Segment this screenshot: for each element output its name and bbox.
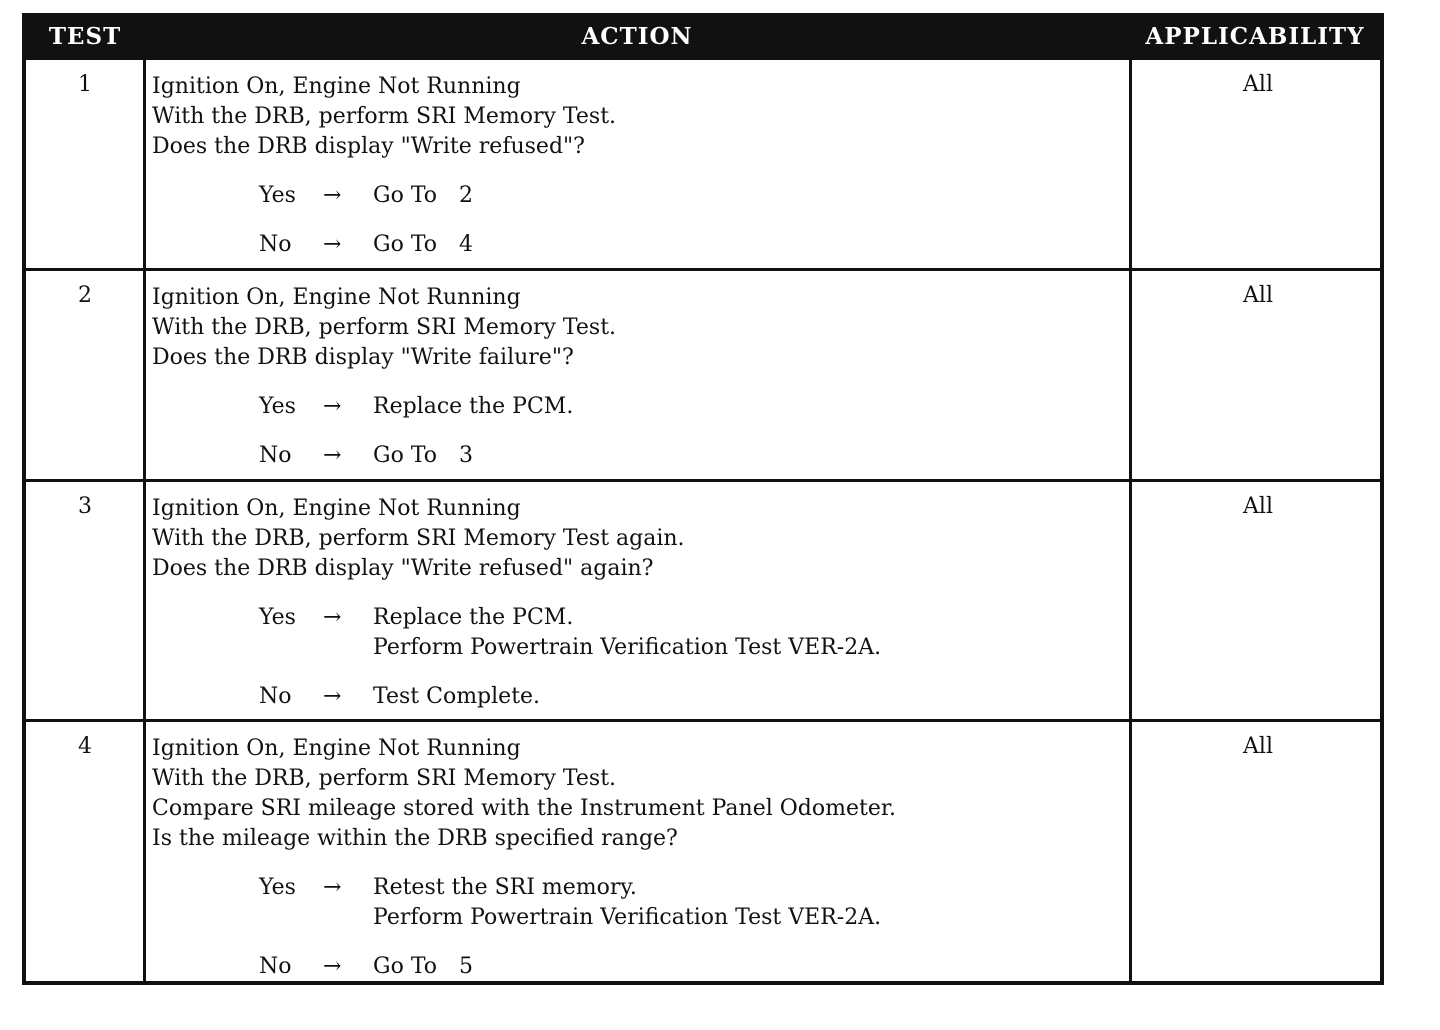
answer-label: Yes — [259, 183, 296, 208]
action-line: Ignition On, Engine Not Running — [152, 285, 521, 310]
action-cell — [152, 72, 1112, 260]
table-row — [26, 268, 1380, 479]
header-applicability: APPLICABILITY — [1145, 23, 1365, 50]
answer-label: No — [259, 954, 292, 979]
applicability-cell: All — [1243, 283, 1273, 308]
outcome-no — [152, 441, 1112, 471]
action-line: Ignition On, Engine Not Running — [152, 736, 521, 761]
answer-label: No — [259, 684, 292, 709]
action-line: Does the DRB display "Write refused"? — [152, 134, 585, 159]
outcome-yes — [152, 392, 1112, 422]
result-line: Retest the SRI memory. — [373, 875, 637, 900]
action-line: Ignition On, Engine Not Running — [152, 496, 521, 521]
outcome-no — [152, 682, 1112, 712]
result-line: Go To 3 — [373, 443, 474, 468]
applicability-cell: All — [1243, 72, 1273, 97]
diagnostic-table — [22, 13, 1384, 985]
applicability-cell: All — [1243, 494, 1273, 519]
header-action: ACTION — [581, 23, 693, 50]
test-number: 4 — [78, 734, 92, 759]
action-line: With the DRB, perform SRI Memory Test again. — [152, 526, 685, 551]
test-number: 1 — [78, 72, 92, 97]
test-number: 3 — [78, 494, 92, 519]
outcome-yes — [152, 873, 1112, 933]
answer-label: No — [259, 232, 292, 257]
action-line: With the DRB, perform SRI Memory Test. — [152, 766, 617, 791]
result-line: Test Complete. — [373, 684, 541, 709]
result-line: Replace the PCM. — [373, 605, 574, 630]
answer-label: Yes — [259, 394, 296, 419]
action-cell — [152, 283, 1112, 471]
outcome-no — [152, 230, 1112, 260]
result-text — [373, 873, 881, 933]
result-line: Perform Powertrain Verification Test VER-2A. — [373, 905, 882, 930]
result-text — [373, 441, 473, 471]
answer-label: Yes — [259, 875, 296, 900]
result-line: Replace the PCM. — [373, 394, 574, 419]
arrow-right-icon: → — [323, 443, 342, 468]
action-line: Compare SRI mileage stored with the Instrument Panel Odometer. — [152, 796, 896, 821]
action-line: Does the DRB display "Write refused" again? — [152, 556, 654, 581]
action-cell — [152, 734, 1112, 982]
arrow-right-icon: → — [323, 183, 342, 208]
action-line: Ignition On, Engine Not Running — [152, 74, 521, 99]
goto-number: 2 — [459, 183, 474, 208]
arrow-right-icon: → — [323, 605, 342, 630]
result-line: Go To 2 — [373, 183, 474, 208]
table-header — [26, 17, 1380, 57]
answer-label: No — [259, 443, 292, 468]
goto-number: 4 — [459, 232, 474, 257]
table-row — [26, 479, 1380, 719]
outcome-yes — [152, 603, 1112, 663]
result-text — [373, 392, 573, 422]
arrow-right-icon: → — [323, 394, 342, 419]
arrow-right-icon: → — [323, 232, 342, 257]
outcome-yes — [152, 181, 1112, 211]
action-line: Does the DRB display "Write failure"? — [152, 345, 574, 370]
result-text — [373, 181, 473, 211]
result-text — [373, 230, 473, 260]
table-row — [26, 719, 1380, 985]
arrow-right-icon: → — [323, 875, 342, 900]
header-test: TEST — [48, 23, 122, 50]
result-line: Go To 4 — [373, 232, 474, 257]
test-number: 2 — [78, 283, 92, 308]
arrow-right-icon: → — [323, 954, 342, 979]
answer-label: Yes — [259, 605, 296, 630]
action-line: With the DRB, perform SRI Memory Test. — [152, 315, 617, 340]
goto-number: 3 — [459, 443, 474, 468]
action-line: Is the mileage within the DRB specified range? — [152, 826, 678, 851]
outcome-no — [152, 952, 1112, 982]
table-row — [26, 57, 1380, 268]
action-line: With the DRB, perform SRI Memory Test. — [152, 104, 617, 129]
arrow-right-icon: → — [323, 684, 342, 709]
result-text — [373, 603, 881, 663]
result-line: Go To 5 — [373, 954, 474, 979]
goto-number: 5 — [459, 954, 474, 979]
applicability-cell: All — [1243, 734, 1273, 759]
result-line: Perform Powertrain Verification Test VER-2A. — [373, 635, 882, 660]
action-cell — [152, 494, 1112, 712]
result-text — [373, 682, 540, 712]
result-text — [373, 952, 473, 982]
